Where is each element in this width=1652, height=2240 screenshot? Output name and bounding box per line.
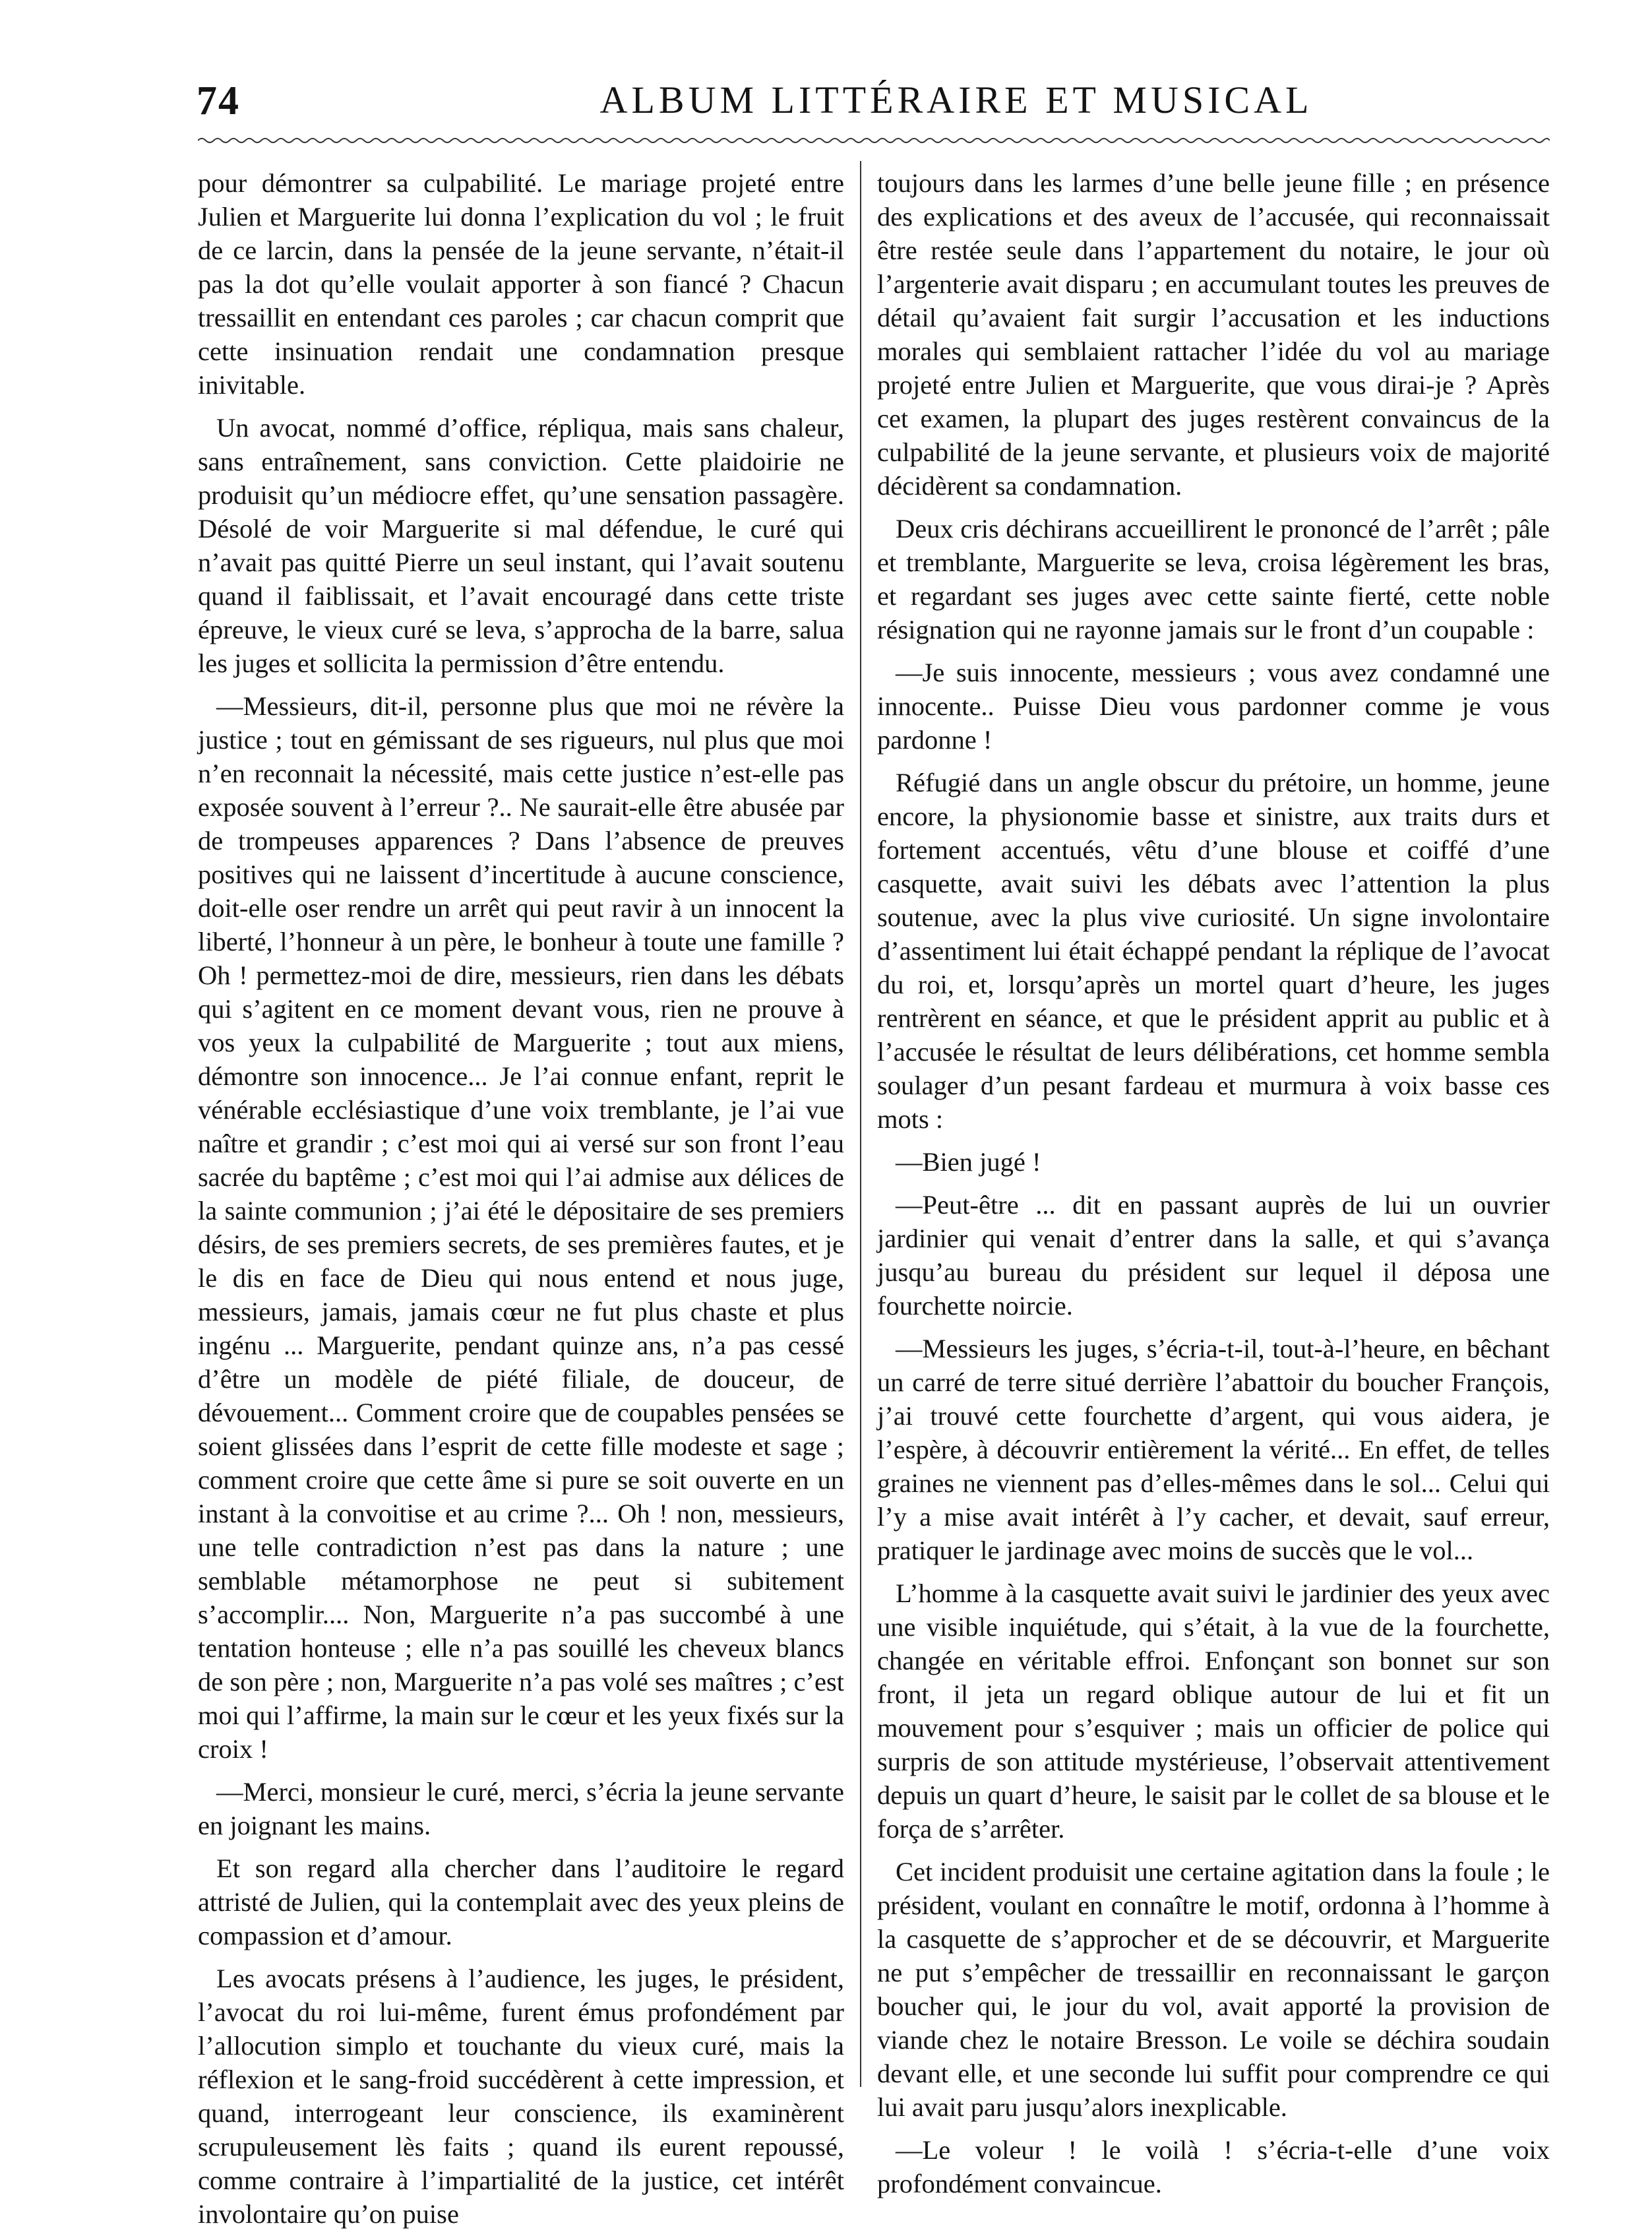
paragraph: Deux cris déchirans accueillirent le prononcé de l’arrêt ; pâle et tremblante, Marguerite se leva, croisa légèrement les bras, et regardant ses juges avec cette sainte fierté, cette noble résignation qui ne rayonne jamais sur le front d’un coupable : xyxy=(877,514,1550,644)
running-title: ALBUM LITTÉRAIRE ET MUSICAL xyxy=(599,78,1313,121)
paragraph: toujours dans les larmes d’une belle jeune fille ; en présence des explications et des aveux de l’accusée, qui reconnaissait être restée seule dans l’appartement du notaire, le jour où l’argenterie avait disparu ; en accumulant toutes les preuves de détail qu’avaient fait surgir l’accusation et les inductions morales qui semblaient rattacher l’idée du vol au mariage projeté entre Julien et Marguerite, que vous dirai-je ? Après cet examen, la plupart des juges restèrent convaincus de la culpabilité de la jeune servante, et plusieurs voix de majorité décidèrent sa condamnation. xyxy=(877,168,1550,501)
paragraph: pour démontrer sa culpabilité. Le mariage projeté entre Julien et Marguerite lui donna l’explication du vol ; le fruit de ce larcin, dans la pensée de la jeune servante, n’était-il pas la dot qu’elle voulait apporter à son fiancé ? Chacun tressaillit en entendant ces paroles ; car chacun comprit que cette insinuation rendait une condamnation presque inivitable. xyxy=(198,168,844,400)
left-text-column xyxy=(198,166,844,2240)
column-divider xyxy=(860,161,861,2087)
page-number: 74 xyxy=(197,78,240,123)
paragraph: —Bien jugé ! xyxy=(896,1147,1041,1177)
header-ornamental-rule xyxy=(198,135,1550,146)
paragraph: —Je suis innocente, messieurs ; vous avez condamné une innocente.. Puisse Dieu vous pardonner comme je vous pardonne ! xyxy=(877,658,1550,755)
paragraph: Et son regard alla chercher dans l’auditoire le regard attristé de Julien, qui la contemplait avec des yeux pleins de compassion et d’amour. xyxy=(198,1853,844,1950)
paragraph: —Le voleur ! le voilà ! s’écria-t-elle d’une voix profondément convaincue. xyxy=(877,2135,1550,2198)
paragraph: Les avocats présens à l’audience, les juges, le président, l’avocat du roi lui-même, furent émus profondément par l’allocution simplo et touchante du vieux curé, mais la réflexion et le sang-froid succédèrent à cette impression, et quand, interrogeant leur conscience, ils examinèrent scrupuleusement lès faits ; quand ils eurent repoussé, comme contraire à l’impartialité de la justice, cet intérêt involontaire qu’on puise xyxy=(198,1964,844,2229)
paragraph: —Peut-être ... dit en passant auprès de lui un ouvrier jardinier qui venait d’entrer dans la salle, et qui s’avança jusqu’au bureau du président sur lequel il déposa une fourchette noircie. xyxy=(877,1190,1550,1321)
paragraph: —Messieurs, dit-il, personne plus que moi ne révère la justice ; tout en gémissant de ses rigueurs, nul plus que moi n’en reconnait la nécessité, mais cette justice n’est-elle pas exposée souvent à l’erreur ?.. Ne saurait-elle être abusée par de trompeuses apparences ? Dans l’absence de preuves positives qui ne laissent d’incertitude à aucune conscience, doit-elle oser rendre un arrêt qui peut ravir à un innocent la liberté, l’honneur à un père, le bonheur à toute une famille ? Oh ! permettez-moi de dire, messieurs, rien dans les débats qui s’agitent en ce moment devant vous, rien ne prouve à vos yeux la culpabilité de Marguerite ; tout aux miens, démontre son innocence... Je l’ai connue enfant, reprit le vénérable ecclésiastique d’une voix tremblante, je l’ai vue naître et grandir ; c’est moi qui ai versé sur son front l’eau sacrée du baptême ; c’est moi qui l’ai admise aux délices de la sainte communion ; j’ai été le dépositaire de ses premiers désirs, de ses premiers secrets, de ses premières fautes, et je le dis en face de Dieu qui nous entend et nous juge, messieurs, jamais, jamais cœur ne fut plus chaste et plus ingénu ... Marguerite, pendant quinze ans, n’a pas cessé d’être un modèle de piété filiale, de douceur, de dévouement... Comment croire que de coupables pensées se soient glissées dans l’esprit de cette fille modeste et sage ; comment croire que cette âme si pure se soit ouverte en un instant à la convoitise et au crime ?... Oh ! non, messieurs, une telle contradiction n’est pas dans la nature ; une semblable métamorphose ne peut si subitement s’accomplir.... Non, Marguerite n’a pas succombé à une tentation honteuse ; elle n’a pas souillé les cheveux blancs de son père ; non, Marguerite n’a pas volé ses maîtres ; c’est moi qui l’affirme, la main sur le cœur et les yeux fixés sur la croix ! xyxy=(198,691,844,1764)
paragraph: Cet incident produisit une certaine agitation dans la foule ; le président, voulant en connaître le motif, ordonna à l’homme à la casquette de s’approcher et de se découvrir, et Marguerite ne put s’empêcher de tressaillir en reconnaissant le garçon boucher qui, le jour du vol, avait apporté la provision de viande chez le notaire Bresson. Le voile se déchira soudain devant elle, et une seconde lui suffit pour comprendre ce qui lui avait paru jusqu’alors inexplicable. xyxy=(877,1857,1550,2122)
paragraph: L’homme à la casquette avait suivi le jardinier des yeux avec une visible inquiétude, qui s’était, à la vue de la fourchette, changée en véritable effroi. Enfonçant son bonnet sur son front, il jeta un regard oblique autour de lui et fit un mouvement pour s’esquiver ; mais un officier de police qui surpris de son attitude mystérieuse, l’observait attentivement depuis un quart d’heure, le saisit par le collet de sa blouse et le força de s’arrêter. xyxy=(877,1578,1550,1844)
paragraph: —Merci, monsieur le curé, merci, s’écria la jeune servante en joignant les mains. xyxy=(198,1777,844,1840)
paragraph: —Messieurs les juges, s’écria-t-il, tout-à-l’heure, en bêchant un carré de terre situé derrière l’abattoir du boucher François, j’ai trouvé cette fourchette d’argent, qui vous aidera, je l’espère, à découvrir entièrement la vérité... En effet, de telles graines ne viennent pas d’elles-mêmes dans le sol... Celui qui l’y a mise avait intérêt à l’y cacher, et devait, sauf erreur, pratiquer le jardinage avec moins de succès que le vol... xyxy=(877,1334,1550,1565)
right-text-column xyxy=(877,166,1550,2210)
paragraph: Réfugié dans un angle obscur du prétoire, un homme, jeune encore, la physionomie basse et sinistre, aux traits durs et fortement accentués, vêtu d’une blouse et coiffé d’une casquette, avait suivi les débats avec l’attention la plus soutenue, avec la plus vive curiosité. Un signe involontaire d’assentiment lui était échappé pendant la réplique de l’avocat du roi, et, lorsqu’après un mortel quart d’heure, les juges rentrèrent en séance, et que le président apprit au public et à l’accusée le résultat de leurs délibérations, cet homme sembla soulager d’un pesant fardeau et murmura à voix basse ces mots : xyxy=(877,768,1550,1134)
paragraph: Un avocat, nommé d’office, répliqua, mais sans chaleur, sans entraînement, sans conviction. Cette plaidoirie ne produisit qu’un médiocre effet, qu’une sensation passagère. Désolé de voir Marguerite si mal défendue, le curé qui n’avait pas quitté Pierre un seul instant, qui l’avait soutenu quand il faiblissait, et l’avait encouragé dans cette triste épreuve, le vieux curé se leva, s’approcha de la barre, salua les juges et sollicita la permission d’être entendu. xyxy=(198,413,844,678)
